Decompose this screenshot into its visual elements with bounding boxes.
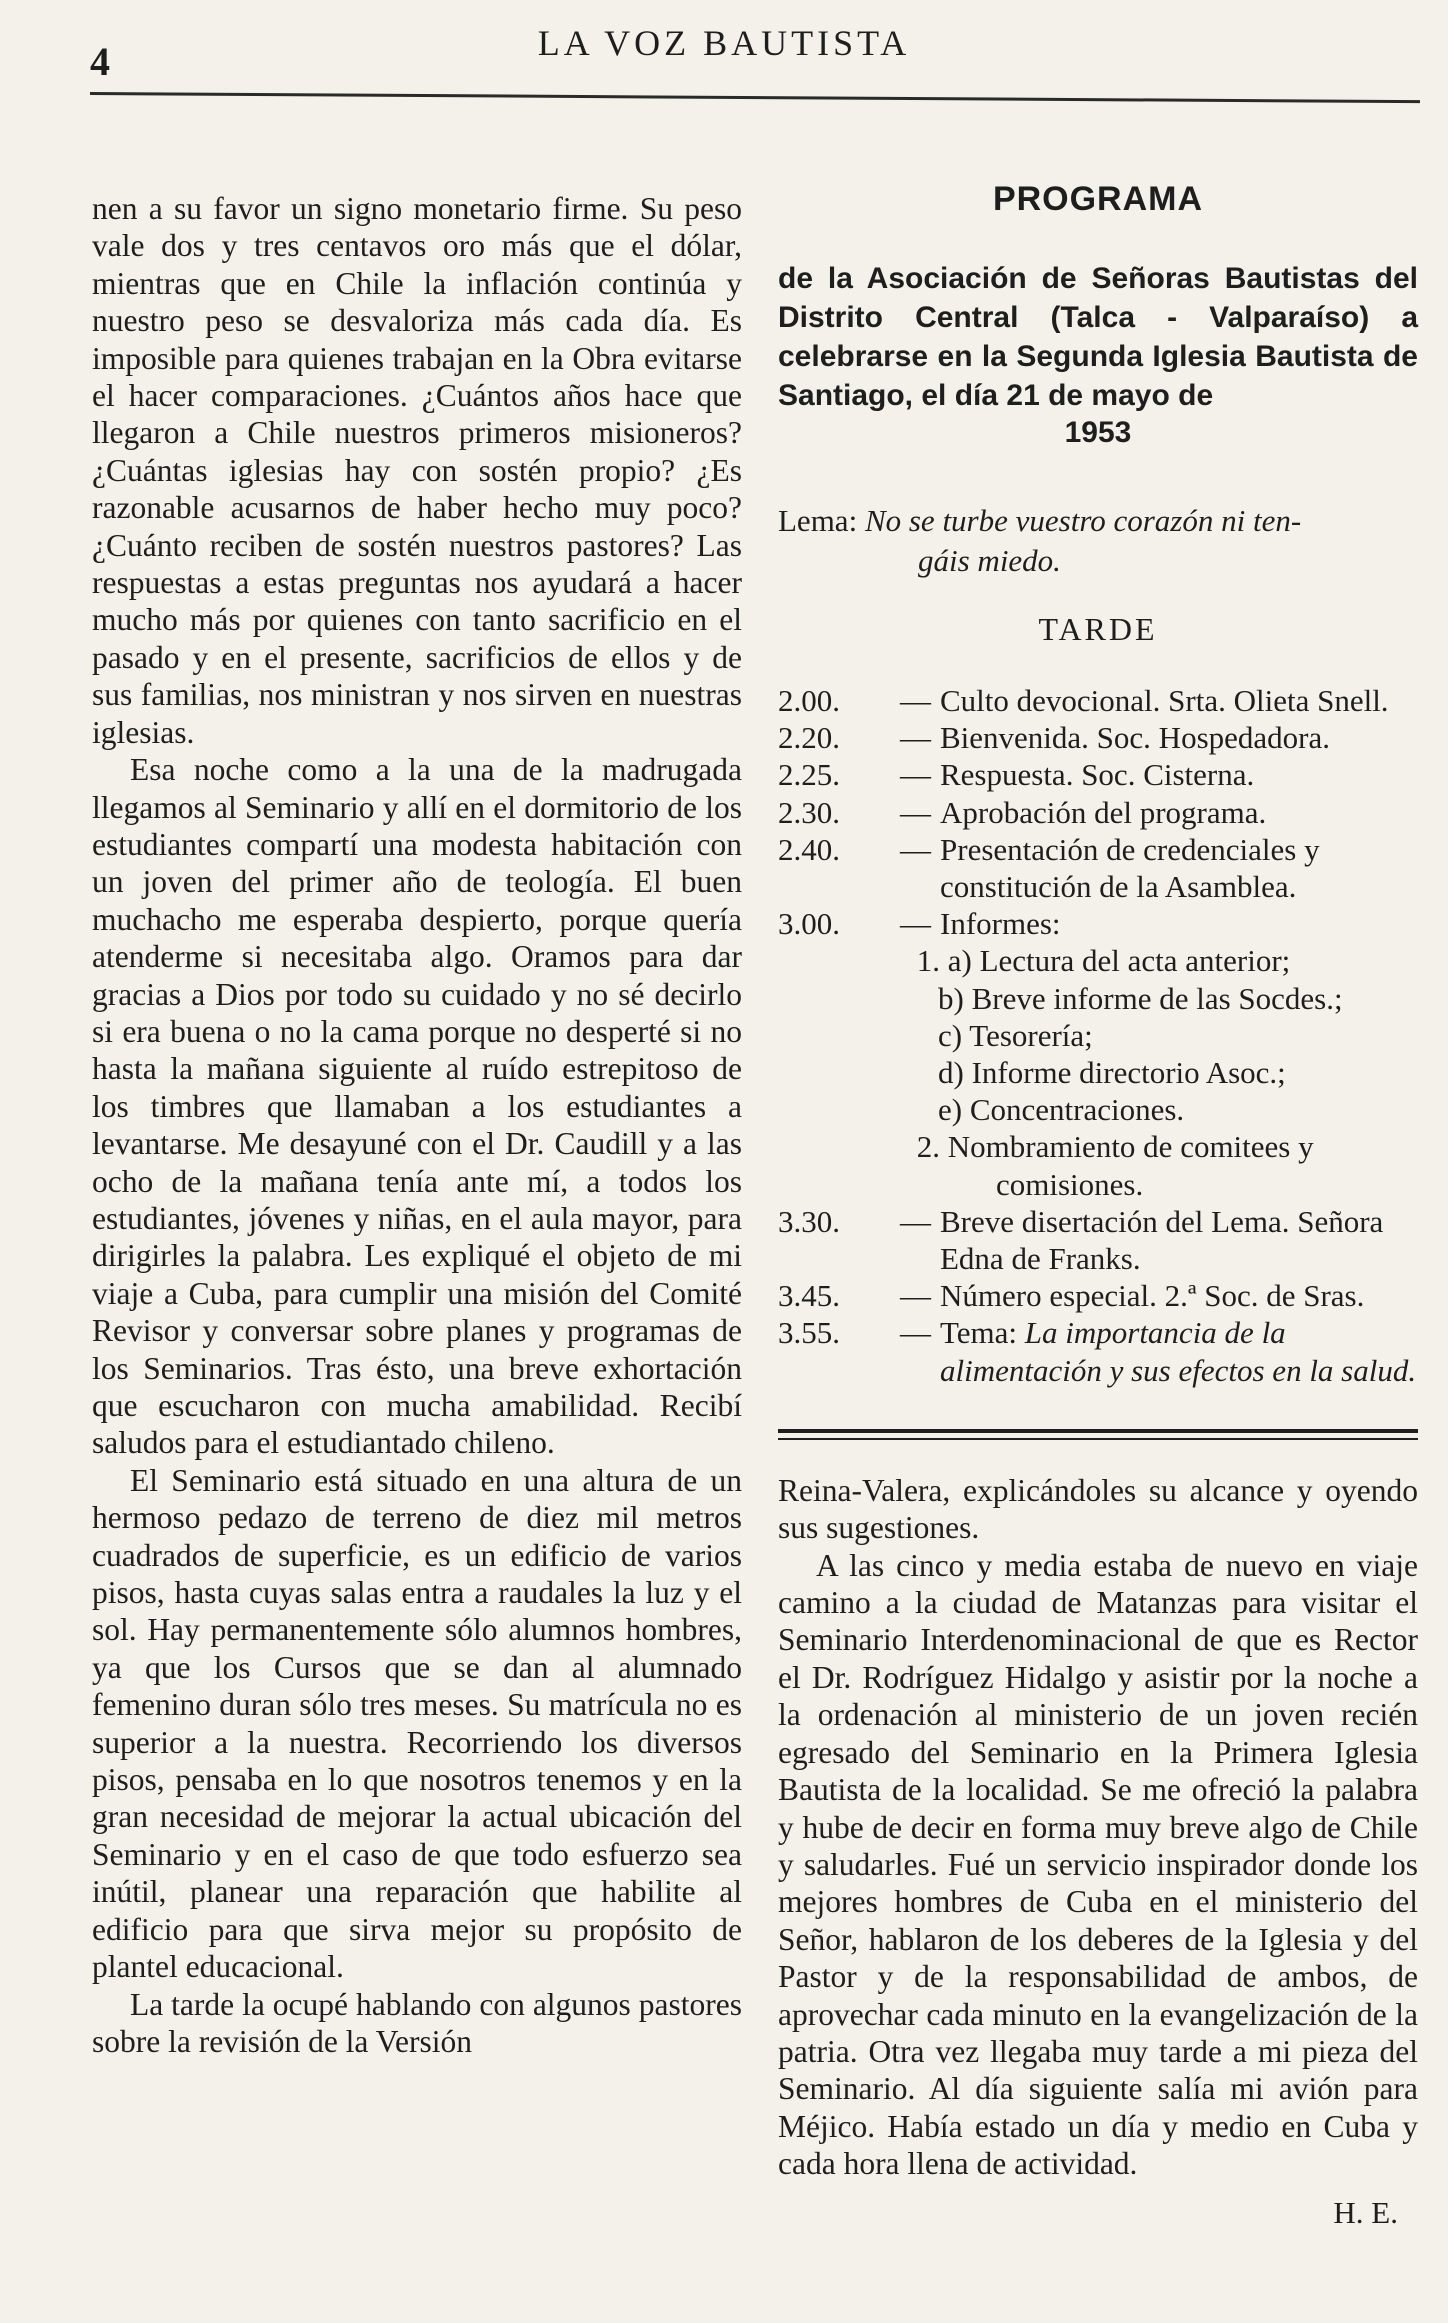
informes-subitem-2 [778,1128,1418,1165]
subitem-text: Lectura del acta anterior; [979,943,1291,979]
subitem-letter: e) [938,1092,963,1128]
informes-subitem-2-continued: comisiones. [996,1166,1144,1202]
right-column [778,180,1418,2231]
program-subtitle: de la Asociación de Señoras Bautistas del Distrito Central (Talca - Valparaíso) a celebrarse en la Segunda Iglesia Bautista de Santiago, el día 21 de mayo de [778,262,1418,412]
schedule-dash: — [900,683,931,718]
article-paragraph: La tarde la ocupé hablando con algunos pastores sobre la revisión de la Versión [92,1986,742,2059]
lema-text-continued: gáis miedo. [918,543,1061,578]
schedule-time: 3.00. [778,906,840,942]
schedule-item [778,719,1418,756]
section-divider [778,1429,1418,1440]
page-number: 4 [90,39,110,84]
schedule-time: 2.25. [778,757,840,793]
program-title: PROGRAMA [992,180,1204,218]
running-head-title: LA VOZ BAUTISTA [537,23,911,63]
schedule-time: 2.00. [778,683,840,718]
schedule-item [778,794,1418,831]
informes-subitem [778,1091,1418,1128]
schedule-time: 3.45. [778,1278,840,1314]
article-paragraph: nen a su favor un signo monetario firme. Su peso vale dos y tres centavos oro más que el dólar, mientras que en Chile la inflación continúa y nuestro peso se desvaloriza más cada día. Es imposible para quienes trabajan en la Obra evitarse el hacer comparaciones. ¿Cuántos años hace que llegaron a Chile nuestros primeros misioneros? ¿Cuántas iglesias hay con sostén propio? ¿Es razonable acusarnos de haber hecho muy poco? ¿Cuánto reciben de sostén nuestros pastores? Las respuestas a estas preguntas nos ayudará a hacer mucho más por quienes con tanto sacrificio en el pasado y en el presente, sacrificios de ellos y de sus familias, nos ministran y nos sirven en nuestras iglesias. [92,191,742,750]
schedule-dash: — [900,1278,931,1314]
program-box [778,180,1418,1389]
informes-subitem-1 [778,942,1418,979]
subitem-number: 2. [916,1129,940,1165]
informes-subitem [778,1054,1418,1091]
schedule-dash: — [900,831,931,867]
schedule-text: Respuesta. Soc. Cisterna. [940,757,1255,793]
schedule-text: Breve disertación del Lema. Señora Edna de Franks. [940,1203,1384,1277]
schedule-text: Informes: [940,906,1061,942]
schedule-text [940,1314,1418,1388]
schedule-item [778,1314,1418,1388]
schedule-item [778,831,1418,905]
left-column [92,190,742,2060]
subitem-text: Concentraciones. [969,1092,1185,1128]
informes-subitem [778,980,1418,1017]
article-paragraph: El Seminario está situado en una altura de un hermoso pedazo de terreno de diez mil metros cuadrados de superficie, es un edificio de varios pisos, hasta cuyas salas entra a raudales la luz y el sol. Hay permanentemente sólo alumnos hombres, ya que los Cursos que se dan al alumnado femenino duran sólo tres meses. Su matrícula no es superior a la nuestra. Recorriendo los diversos pisos, pensaba en lo que nosotros tenemos y en la gran necesidad de mejorar la actual ubicación del Seminario y en el caso de que todo esfuerzo sea inútil, planear una reparación que habilite al edificio para que sirva mejor su propósito de plantel educacional. [92,1462,742,1985]
schedule-text: Número especial. 2.ª Soc. de Sras. [940,1278,1365,1314]
schedule-item [778,1277,1418,1314]
article-paragraph: Esa noche como a la una de la madrugada llegamos al Seminario y allí en el dormitorio de los estudiantes compartí una modesta habitación con un joven del primer año de teología. El buen muchacho me esperaba despierto, porque quería atenderme si necesitaba algo. Oramos para dar gracias a Dios por todo su cuidado y no sé decirlo si era buena o no la cama porque no desperté si no hasta la mañana siguiente al ruído estrepitoso de los timbres que llamaban a los estudiantes a levantarse. Me desayuné con el Dr. Caudill y a las ocho de la mañana tenía ante mí, a todos los estudiantes, jóvenes y niñas, en el aula mayor, para dirigirles la palabra. Les expliqué el objeto de mi viaje a Cuba, para cumplir una misión del Comité Revisor y conversar sobre planes y programas de los Seminarios. Tras ésto, una breve exhortación que escucharon con mucha amabilidad. Recibí saludos para el estudiantado chileno. [92,752,742,1461]
section-heading-tarde: TARDE [1038,611,1158,647]
schedule-item [778,756,1418,793]
program-year: 1953 [1064,416,1132,449]
schedule-text: Presentación de credenciales y constitución de la Asamblea. [940,831,1320,905]
subitem-text: Breve informe de las Socdes.; [971,980,1343,1016]
schedule-text: Culto devocional. Srta. Olieta Snell. [940,683,1389,718]
header-rule [90,92,1420,103]
subitem-letter: b) [938,980,964,1016]
subitem-text: Nombramiento de comitees y [947,1129,1314,1165]
subitem-text: Informe directorio Asoc.; [971,1055,1286,1091]
schedule-time: 2.30. [778,794,840,830]
subitem-text: Tesorería; [969,1017,1093,1053]
article-paragraph: A las cinco y media estaba de nuevo en viaje camino a la ciudad de Matanzas para visitar el Seminario Interdenominacional de que es Rector el Dr. Rodríguez Hidalgo y asistir por la noche a la ordenación al ministerio de un joven recién egresado del Seminario en la Primera Iglesia Bautista de la localidad. Se me ofreció la palabra y hube de decir en forma muy breve algo de Chile y saludarles. Fué un servicio inspirador donde los mejores hombres de Cuba en el ministerio del Señor, hablaron de los deberes de la Iglesia y del Pastor y de la responsabilidad de ambos, de aprovechar cada minuto en la evangelización de la patria. Otra vez llegaba muy tarde a mi pieza del Seminario. Al día siguiente salía mi avión para Méjico. Había estado un día y medio en Cuba y cada hora llena de actividad. [778,1547,1418,2182]
lema-text: No se turbe vuestro corazón ni ten- [864,503,1302,538]
schedule-time: 3.55. [778,1315,840,1351]
article-paragraph: Reina-Valera, explicándoles su alcance y oyendo sus sugestiones. [778,1472,1418,1546]
program-lema [778,501,1418,581]
subitem-letter: c) [938,1017,963,1053]
schedule-item [778,905,1418,942]
schedule-dash: — [900,757,931,793]
schedule-text: Bienvenida. Soc. Hospedadora. [940,720,1330,756]
subitem-number: 1. [916,943,940,979]
program-schedule [778,682,1418,1389]
schedule-time: 3.30. [778,1203,840,1239]
schedule-time: 2.40. [778,831,840,867]
lema-label: Lema: [778,503,858,538]
informes-subitem [778,1017,1418,1054]
subitem-letter: d) [938,1055,964,1091]
schedule-text: Aprobación del programa. [940,794,1267,830]
schedule-dash: — [900,720,931,756]
schedule-dash: — [900,1315,931,1351]
schedule-item [778,1203,1418,1277]
schedule-dash: — [900,1203,931,1239]
tema-text: La importancia de la alimentación y sus efectos en la salud. [940,1315,1417,1388]
schedule-item [778,682,1418,719]
schedule-time: 2.20. [778,720,840,756]
schedule-dash: — [900,906,931,942]
subitem-letter: a) [947,943,972,979]
tema-label: Tema: [940,1315,1018,1351]
author-signature: H. E. [1333,2194,1398,2230]
schedule-dash: — [900,794,931,830]
